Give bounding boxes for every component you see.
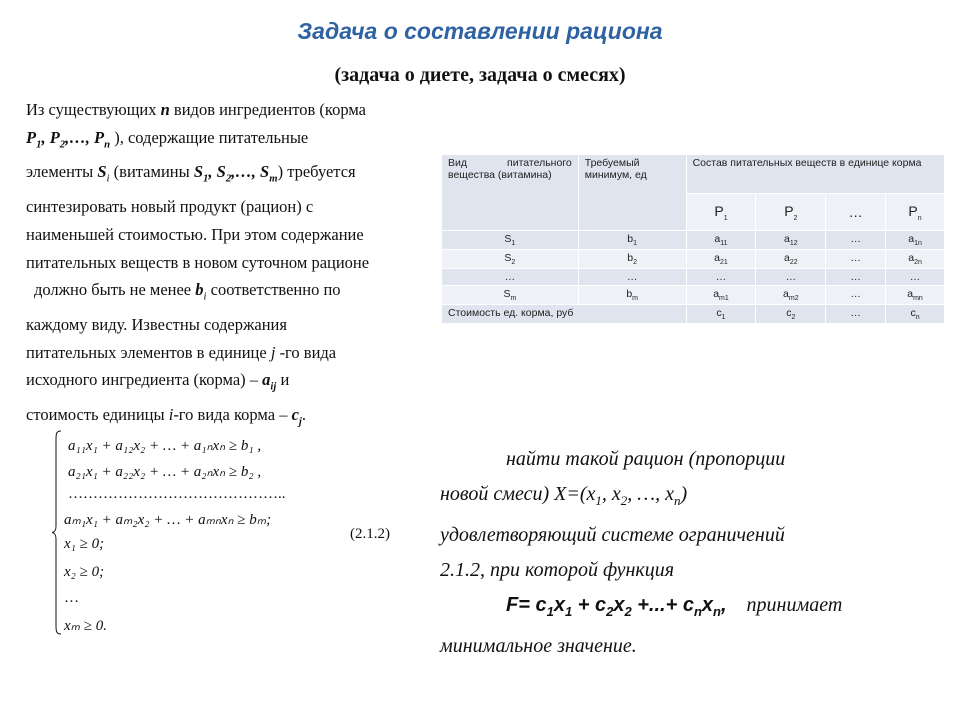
table-header-row: [442, 155, 945, 194]
cell-a: …: [686, 269, 756, 286]
cell-cost: $c_2$: [756, 305, 826, 324]
table-row: [442, 286, 945, 305]
nonneg-1: x₁ ≥ 0;: [64, 536, 105, 552]
cell-dots: …: [826, 286, 886, 305]
header-pdots: …: [826, 194, 886, 231]
intro-line: $P_1$, $P_2,\dots$, $P_n$ ), содержащие питательные: [26, 127, 309, 150]
goal-line: найти такой рацион (пропорции: [506, 448, 786, 470]
header-p1: $P_1$: [686, 194, 756, 231]
cell-a: $a_{mn}$: [886, 286, 945, 305]
cell-dots: …: [826, 250, 886, 269]
cell-a: …: [886, 269, 945, 286]
intro-line: каждому виду. Известны содержания: [26, 315, 287, 335]
left-brace-icon: [52, 430, 62, 635]
goal-line: удовлетворяющий системе ограничений: [440, 524, 785, 546]
equation-2: a₂₁x₁ + a₂₂x₂ + … + a₂ₙxₙ ≥ b₂ ,: [68, 464, 262, 480]
cell-a: $a_{1n}$: [886, 231, 945, 250]
objective-function: $F= c_1x_1 + c_2x_2$ +...+ $c_nx_n$, принимает: [506, 594, 843, 619]
equation-dots: ……………………………………..: [68, 486, 286, 502]
header-nutrient: Вид питательного вещества (витамина): [442, 155, 579, 231]
intro-line: исходного ингредиента (корма) – $a_{ij}$ и: [26, 370, 290, 393]
page-title: Задача о составлении рациона: [297, 18, 663, 44]
intro-line: питательных элементов в единице j -го вида: [26, 342, 337, 362]
nutrient-table: [441, 154, 945, 324]
goal-line: 2.1.2, при которой функция: [440, 559, 675, 581]
cell-dots: …: [826, 269, 886, 286]
cell-cost-label: Стоимость ед. корма, руб: [442, 305, 687, 324]
cell-minimum: $b_m$: [578, 286, 686, 305]
table-cost-row: [442, 305, 945, 324]
table-row: [442, 269, 945, 286]
cell-nutrient: $S_2$: [442, 250, 579, 269]
intro-line: должно быть не менее $b_i$ соответственно по: [34, 280, 341, 303]
cell-nutrient: …: [442, 269, 579, 286]
cell-a: $a_{22}$: [756, 250, 826, 269]
cell-a: $a_{m2}$: [756, 286, 826, 305]
cell-a: $a_{11}$: [686, 231, 756, 250]
nonneg-m: xₘ ≥ 0.: [64, 618, 107, 634]
nonneg-2: x₂ ≥ 0;: [64, 564, 105, 580]
equation-number: (2.1.2): [350, 526, 390, 542]
intro-line: питательных веществ в новом суточном рационе: [26, 252, 370, 272]
intro-line: наименьшей стоимостью. При этом содержание: [26, 224, 364, 244]
cell-cost: $c_n$: [886, 305, 945, 324]
problem-statement: [26, 96, 416, 436]
nonneg-dots: …: [64, 590, 79, 606]
cell-nutrient: $S_m$: [442, 286, 579, 305]
header-p2: $P_2$: [756, 194, 826, 231]
header-minimum: Требуемый минимум, ед: [578, 155, 686, 231]
intro-line: стоимость единицы i-го вида корма – $c_j$.: [26, 405, 307, 428]
page-subtitle: (задача о диете, задача о смесях): [334, 64, 626, 86]
cell-a: $a_{12}$: [756, 231, 826, 250]
cell-dots: …: [826, 231, 886, 250]
goal-line: минимальное значение.: [440, 635, 637, 657]
header-composition: Состав питательных веществ в единице корма: [686, 155, 944, 194]
cell-minimum: $b_1$: [578, 231, 686, 250]
cell-minimum: $b_2$: [578, 250, 686, 269]
cell-a: …: [756, 269, 826, 286]
cell-a: $a_{21}$: [686, 250, 756, 269]
cell-a: $a_{2n}$: [886, 250, 945, 269]
cell-dots: …: [826, 305, 886, 324]
cell-nutrient: $S_1$: [442, 231, 579, 250]
table-row: [442, 250, 945, 269]
cell-minimum: …: [578, 269, 686, 286]
goal-line: новой смеси) $X=(x_1$, $x_2$, …, $x_n$): [440, 483, 688, 508]
equation-m: aₘ₁x₁ + aₘ₂x₂ + … + aₘₙxₙ ≥ bₘ;: [64, 512, 272, 528]
equation-1: a₁₁x₁ + a₁₂x₂ + … + a₁ₙxₙ ≥ b₁ ,: [68, 438, 262, 454]
table-row: [442, 231, 945, 250]
intro-line: Из существующих n видов ингредиентов (корма: [26, 100, 367, 119]
cell-cost: $c_1$: [686, 305, 756, 324]
header-pn: $P_n$: [886, 194, 945, 231]
intro-line: синтезировать новый продукт (рацион) с: [26, 197, 314, 217]
constraint-system: [46, 430, 346, 640]
cell-a: $a_{m1}$: [686, 286, 756, 305]
objective-statement: [440, 442, 940, 664]
intro-line: элементы $S_i$ (витамины $S_1$, $S_2,\dots$, $S_m$) требуется: [26, 162, 356, 185]
